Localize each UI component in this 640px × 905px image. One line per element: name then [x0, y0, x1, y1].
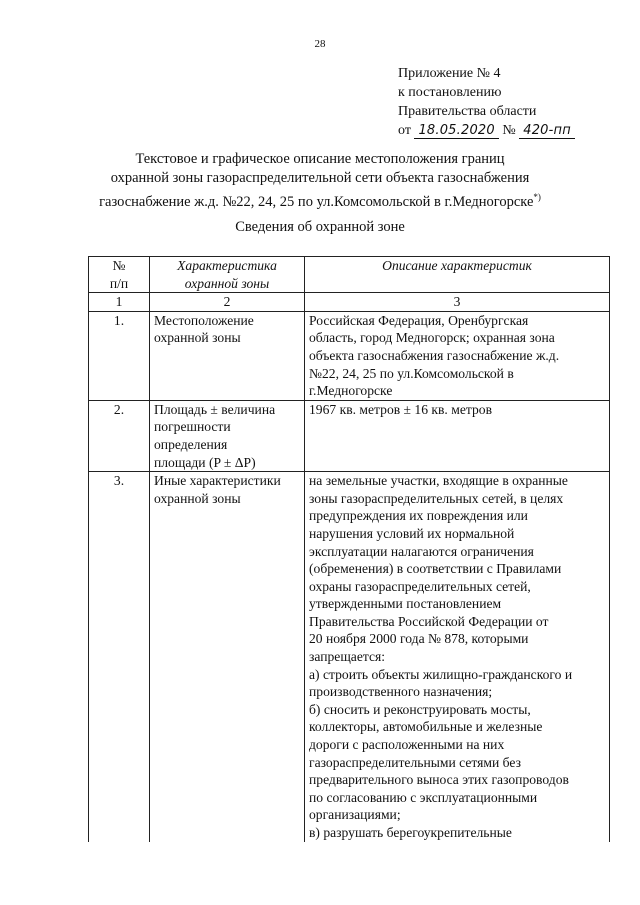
- text-line: предупреждения их повреждения или: [309, 508, 528, 524]
- row-number: 2.: [89, 400, 150, 471]
- appendix-line-1: Приложение № 4: [398, 66, 501, 81]
- table-header-row: [89, 257, 610, 293]
- zone-table: [88, 256, 610, 842]
- header-description: [305, 257, 610, 293]
- column-number-1: 1: [89, 293, 150, 312]
- text-line: на земельные участки, входящие в охранные: [309, 473, 568, 489]
- number-label: №: [502, 123, 516, 138]
- text-line: область, город Медногорск; охранная зона: [309, 330, 555, 346]
- text-line: Российская Федерация, Оренбургская: [309, 312, 529, 328]
- row-number: 3.: [89, 472, 150, 842]
- text-line: предварительного выноса этих газопроводов: [309, 772, 569, 788]
- header-characteristic-line-2: охранной зоны: [184, 275, 270, 291]
- text-line: газораспределительными сетями без: [309, 754, 521, 770]
- row-characteristic: [150, 472, 305, 842]
- text-line: б) сносить и реконструировать мосты,: [309, 701, 531, 717]
- column-number-2: 2: [150, 293, 305, 312]
- header-number: [89, 257, 150, 293]
- table-row: [89, 311, 610, 400]
- text-line: коллекторы, автомобильные и железные: [309, 719, 543, 735]
- text-line: эксплуатации налагаются ограничения: [309, 543, 534, 559]
- text-line: Иные характеристики: [154, 473, 281, 489]
- text-line: охраны газораспределительных сетей,: [309, 578, 531, 594]
- text-line: по согласованию с эксплуатационными: [309, 789, 538, 805]
- row-characteristic: [150, 400, 305, 471]
- header-characteristic: [150, 257, 305, 293]
- text-line: охранной зоны: [154, 490, 241, 506]
- appendix-date-line: [398, 121, 575, 140]
- appendix-block: [398, 64, 575, 140]
- text-line: охранной зоны: [154, 330, 241, 346]
- title-line-1: Текстовое и графическое описание местоположения границ: [135, 151, 505, 167]
- text-line: (обременения) в соответствии с Правилами: [309, 561, 562, 577]
- header-number-line-1: №: [112, 258, 126, 273]
- text-line: г.Медногорске: [309, 383, 393, 399]
- text-line: 1967 кв. метров ± 16 кв. метров: [309, 401, 492, 417]
- column-number-3: 3: [305, 293, 610, 312]
- row-description: [305, 472, 610, 842]
- text-line: а) строить объекты жилищно-гражданского и: [309, 666, 573, 682]
- text-line: 20 ноября 2000 года № 878, которыми: [309, 631, 529, 647]
- from-label: от: [398, 123, 411, 138]
- text-line: нарушения условий их нормальной: [309, 525, 515, 541]
- row-characteristic: [150, 311, 305, 400]
- text-line: №22, 24, 25 по ул.Комсомольской в: [309, 365, 514, 381]
- title-line-3: [60, 188, 580, 212]
- text-line: Местоположение: [154, 312, 254, 328]
- text-line: площади (P ± ΔP): [154, 454, 256, 470]
- header-number-line-2: п/п: [109, 275, 129, 291]
- number-field: [519, 124, 575, 139]
- table-row: [89, 400, 610, 471]
- text-line: запрещается:: [309, 649, 386, 665]
- page-number: 28: [314, 38, 326, 50]
- footnote-mark: *): [533, 192, 541, 202]
- row-description: [305, 311, 610, 400]
- section-subtitle: Сведения об охранной зоне: [235, 219, 405, 235]
- text-line: зоны газораспределительных сетей, в целях: [309, 490, 564, 506]
- appendix-line-3: Правительства области: [398, 104, 537, 119]
- header-characteristic-line-1: Характеристика: [177, 258, 277, 273]
- row-number: 1.: [89, 311, 150, 400]
- header-description-line-1: Описание характеристик: [382, 258, 532, 273]
- text-line: дороги с расположенными на них: [309, 737, 505, 753]
- document-title: [60, 150, 580, 212]
- text-line: объекта газоснабжения газоснабжение ж.д.: [309, 347, 560, 363]
- title-line-3-text: газоснабжение ж.д. №22, 24, 25 по ул.Комсомольской в г.Медногорске: [99, 193, 534, 210]
- handwritten-date: 18.05.2020: [418, 123, 495, 138]
- text-line: утвержденными постановлением: [309, 596, 502, 612]
- table-row: [89, 472, 610, 842]
- appendix-line-2: к постановлению: [398, 85, 502, 100]
- date-field: [414, 124, 498, 139]
- title-line-2: охранной зоны газораспределительной сети объекта газоснабжения: [110, 170, 530, 186]
- column-numbering-row: [89, 293, 610, 312]
- row-description: [305, 400, 610, 471]
- text-line: производственного назначения;: [309, 684, 493, 700]
- text-line: Правительства Российской Федерации от: [309, 613, 549, 629]
- text-line: погрешности: [154, 419, 231, 435]
- text-line: в) разрушать берегоукрепительные: [309, 825, 512, 840]
- text-line: организациями;: [309, 807, 401, 823]
- text-line: Площадь ± величина: [154, 401, 276, 417]
- handwritten-number: 420-пп: [523, 123, 571, 138]
- text-line: определения: [154, 436, 228, 452]
